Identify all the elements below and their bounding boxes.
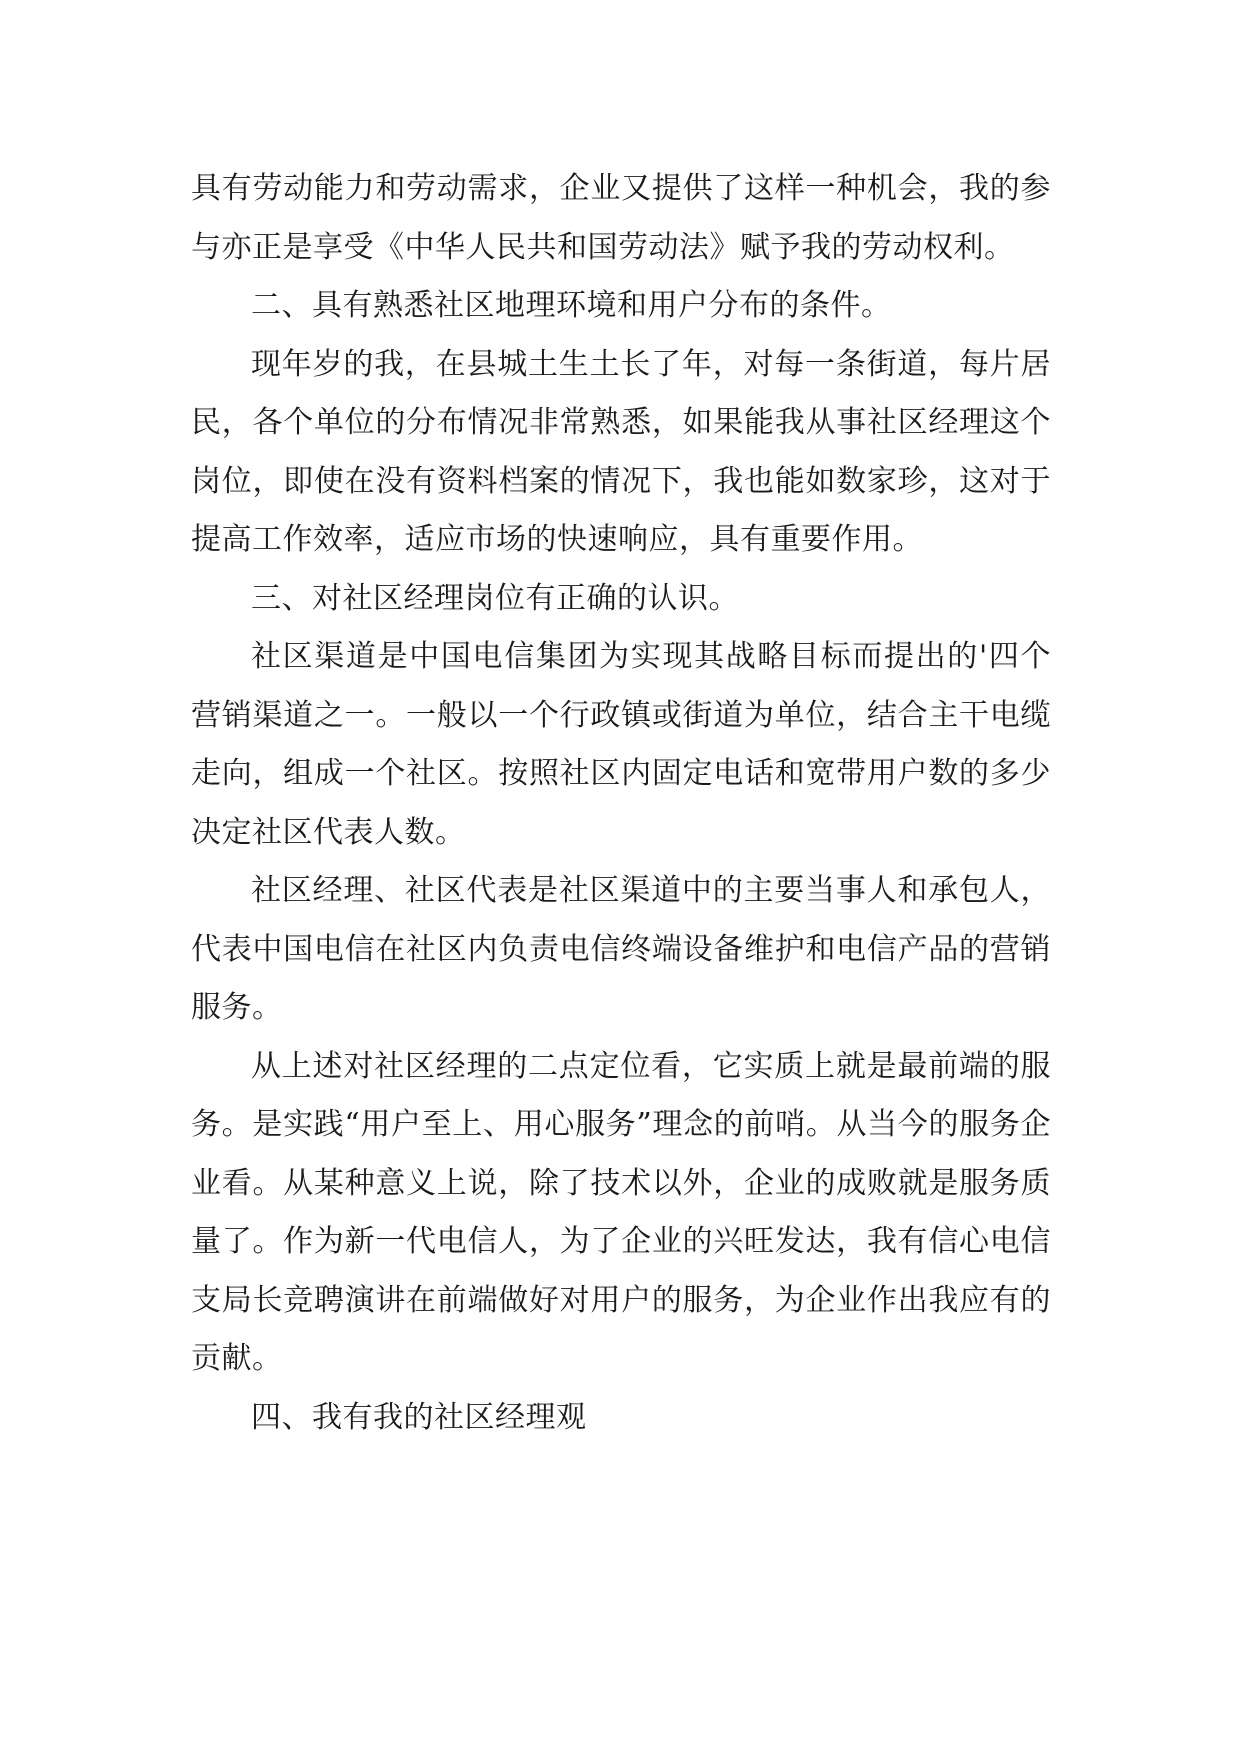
section-heading-4: 四、我有我的社区经理观 [251,1399,587,1435]
document-page [191,160,1051,1447]
section-heading-3: 三、对社区经理岗位有正确的认识。 [251,580,739,616]
paragraph-service-positioning: 从上述对社区经理的二点定位看，它实质上就是最前端的服务。是实践“用户至上、用心服务”理念的前哨。从当今的服务企业看。从某种意义上说，除了技术以外，企业的成败就是服务质量了。作为新一代电信人，为了企业的兴旺发达，我有信心电信支局长竞聘演讲在前端做好对用户的服务，为企业作出我应有的贡献。 [191,1048,1051,1376]
paragraph-community-channel: 社区渠道是中国电信集团为实现其战略目标而提出的'四个营销渠道之一。一般以一个行政镇或街道为单位，结合主干电缆走向，组成一个社区。按照社区内固定电话和宽带用户数的多少决定社区代表人数。 [191,639,1051,850]
paragraph-community-manager-role: 社区经理、社区代表是社区渠道中的主要当事人和承包人，代表中国电信在社区内负责电信终端设备维护和电信产品的营销服务。 [191,873,1051,1025]
paragraph-continuation: 具有劳动能力和劳动需求，企业又提供了这样一种机会，我的参与亦正是享受《中华人民共和国劳动法》赋予我的劳动权利。 [191,171,1051,265]
section-heading-2: 二、具有熟悉社区地理环境和用户分布的条件。 [251,288,892,323]
paragraph-local-knowledge: 现年岁的我，在县城土生土长了年，对每一条街道，每片居民，各个单位的分布情况非常熟悉，如果能我从事社区经理这个岗位，即使在没有资料档案的情况下，我也能如数家珍，这对于提高工作效率，适应市场的快速响应，具有重要作用。 [191,346,1051,557]
